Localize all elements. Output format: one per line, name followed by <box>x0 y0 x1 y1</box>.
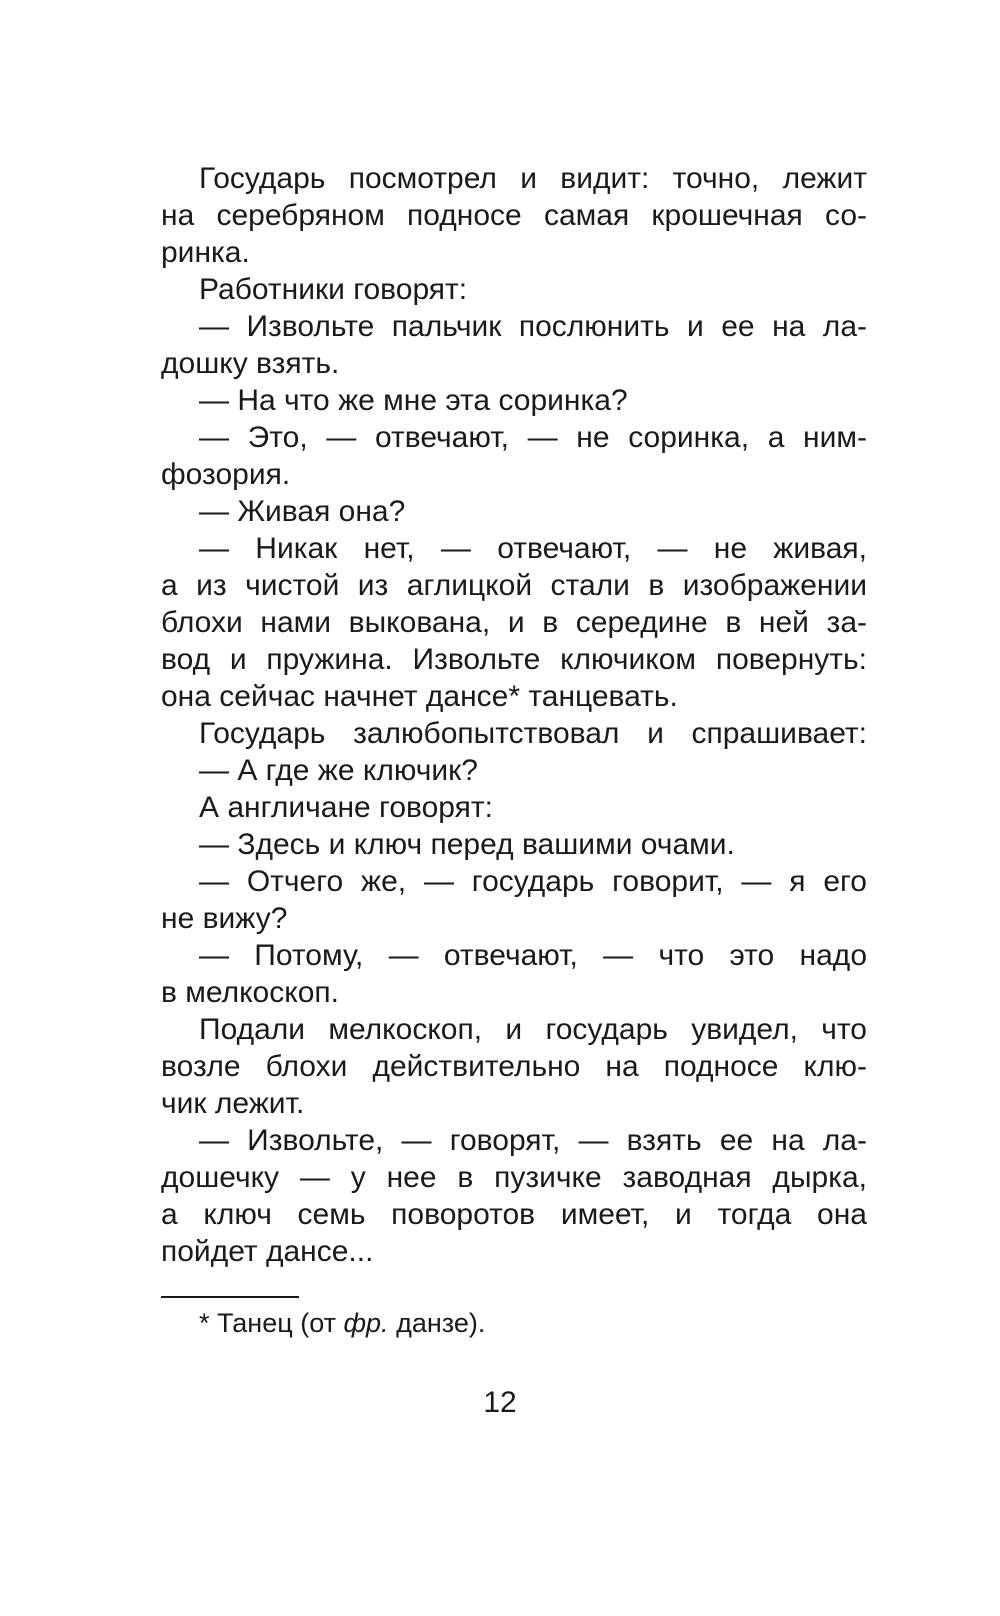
text-line: — Живая она? <box>199 495 406 528</box>
text-line: ринка. <box>161 236 250 269</box>
text-line: — На что же мне эта соринка? <box>199 384 628 417</box>
text-line: дошечку — у нее в пузичке заводная дырка, <box>161 1161 867 1194</box>
body-text <box>161 160 867 1270</box>
text-line: — Никак нет, — отвечают, — не живая, <box>199 532 867 565</box>
page-number: 12 <box>483 1386 517 1419</box>
text-line: Государь залюбопытствовал и спрашивает: <box>199 717 867 750</box>
text-line: — Это, — отвечают, — не соринка, а ним- <box>199 421 867 454</box>
text-line: — Здесь и ключ перед вашими очами. <box>199 828 735 861</box>
text-line: пойдет дансе... <box>161 1235 374 1268</box>
text-line: дошку взять. <box>161 347 340 380</box>
text-line: возле блохи действительно на подносе клю- <box>161 1050 867 1083</box>
text-line: не вижу? <box>161 902 288 935</box>
text-line: — Извольте пальчик послюнить и ее на ла- <box>199 310 867 343</box>
text-line: в мелкоскоп. <box>161 976 339 1009</box>
text-line: блохи нами выкована, и в середине в ней за- <box>161 606 867 639</box>
text-line: А англичане говорят: <box>199 791 493 824</box>
text-line: — Отчего же, — государь говорит, — я его <box>199 865 867 898</box>
text-line: Подали мелкоскоп, и государь увидел, что <box>199 1013 867 1046</box>
footnote-rest-text: данзе). <box>388 1308 486 1338</box>
text-line: Государь посмотрел и видит: точно, лежит <box>199 162 867 195</box>
text-line: — Извольте, — говорят, — взять ее на ла- <box>199 1124 867 1157</box>
text-line: а из чистой из аглицкой стали в изображении <box>161 569 867 602</box>
text-line: а ключ семь поворотов имеет, и тогда она <box>161 1198 867 1231</box>
text-line: — Потому, — отвечают, — что это надо <box>199 939 867 972</box>
footnote-divider <box>161 1296 299 1298</box>
footnote-marker-text: * Танец (от <box>199 1308 344 1338</box>
text-line: вод и пружина. Извольте ключиком повернуть: <box>161 643 867 676</box>
text-line: Работники говорят: <box>199 273 468 306</box>
footnote-italic-abbrev: фр. <box>343 1308 389 1338</box>
text-line: фозория. <box>161 458 291 491</box>
text-line: на серебряном подносе самая крошечная со- <box>161 199 867 232</box>
text-line: она сейчас начнет дансе* танцевать. <box>161 680 678 713</box>
text-line: — А где же ключик? <box>199 754 478 787</box>
text-line: чик лежит. <box>161 1087 305 1120</box>
footnote <box>199 1306 485 1340</box>
